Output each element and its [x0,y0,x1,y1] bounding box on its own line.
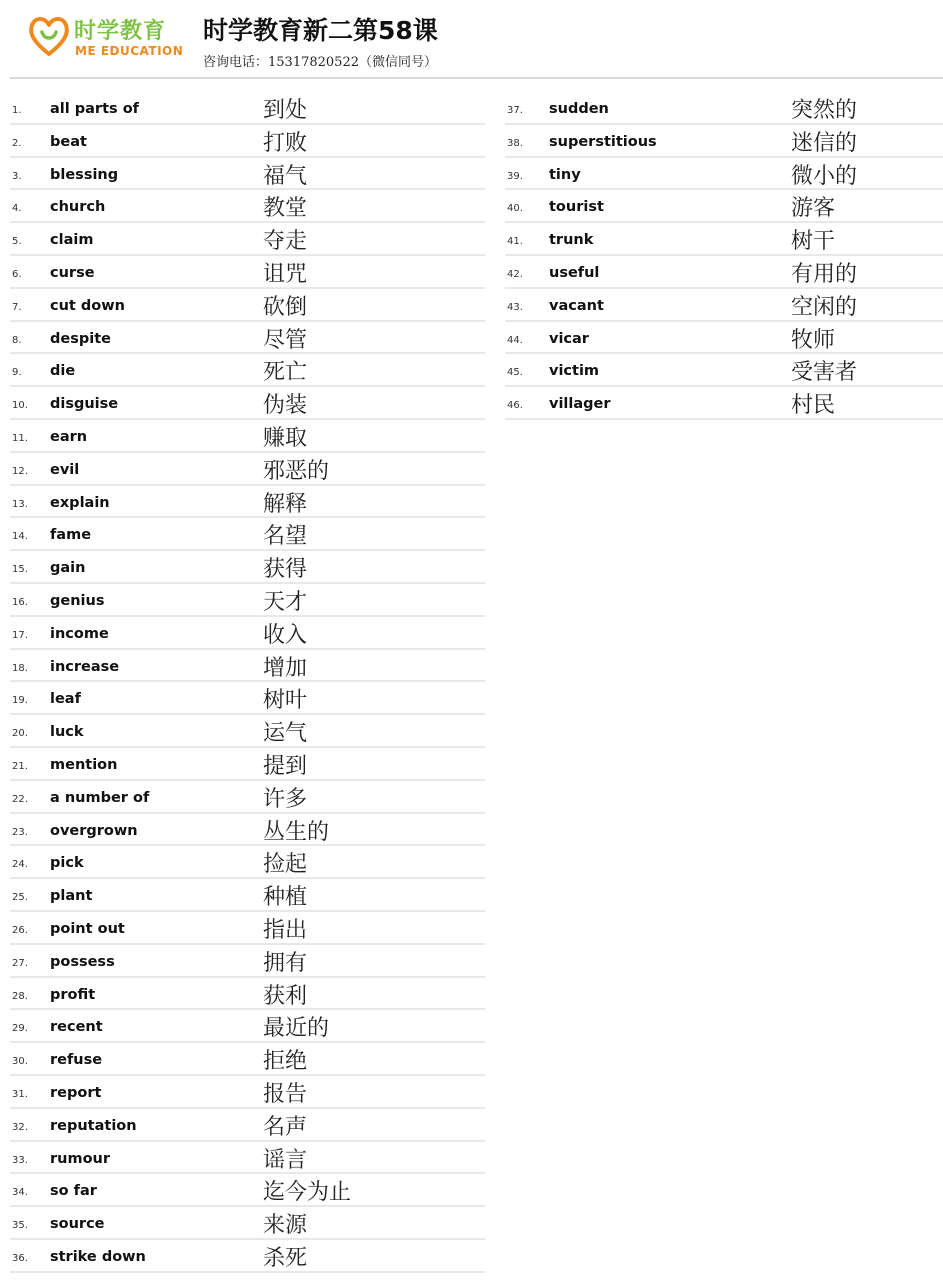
vocab-number: 4. [12,203,22,215]
vocab-number: 44. [507,334,523,346]
vocab-number: 16. [12,596,28,608]
vocab-meaning: 教堂 [263,196,308,222]
vocab-word: evil [50,461,80,478]
vocab-row [10,945,485,978]
vocab-number: 24. [12,859,28,871]
vocab-number: 37. [507,105,523,116]
vocab-number: 38. [507,137,523,149]
vocab-number: 26. [12,924,28,936]
vocab-meaning: 许多 [263,786,308,812]
vocab-number: 21. [12,760,28,772]
vocab-number: 18. [12,662,28,674]
vocab-row [505,289,943,322]
vocab-row [10,846,485,879]
vocab-meaning: 赚取 [263,425,308,451]
vocab-number: 17. [12,629,28,641]
vocab-meaning: 尽管 [263,327,308,353]
vocab-word: beat [50,133,87,150]
vocab-row [505,354,943,387]
vocab-number: 30. [12,1056,28,1068]
vocab-number: 19. [12,695,28,707]
vocab-number: 12. [12,465,28,477]
vocab-meaning: 最近的 [263,1016,330,1042]
vocab-row [10,912,485,945]
vocab-word: a number of [50,789,150,806]
vocab-row [10,715,485,748]
vocab-number: 46. [507,400,523,412]
vocab-row [505,92,943,125]
vocab-row [10,387,485,420]
vocab-row [505,190,943,223]
vocab-number: 22. [12,793,28,805]
vocab-word: gain [50,560,86,577]
vocab-meaning: 迷信的 [791,130,858,156]
vocab-row [505,322,943,355]
vocab-word: rumour [50,1150,111,1167]
vocab-meaning: 指出 [263,917,308,943]
vocab-meaning: 死亡 [263,360,308,386]
vocab-word: so far [50,1183,97,1200]
vocab-row [505,223,943,256]
vocab-number: 9. [12,367,22,379]
vocab-meaning: 邪恶的 [263,458,330,484]
vocab-meaning: 来源 [263,1213,308,1239]
vocab-meaning: 突然的 [791,98,858,123]
vocab-word: reputation [50,1117,137,1134]
vocab-row [10,551,485,584]
header [0,0,943,80]
vocab-row [505,125,943,158]
vocab-row [10,781,485,814]
logo [28,12,184,62]
vocab-word: victim [549,363,600,380]
vocab-word: explain [50,494,110,511]
vocab-meaning: 树叶 [263,688,308,714]
vocab-meaning: 运气 [263,721,308,747]
vocab-word: despite [50,330,111,347]
vocab-number: 14. [12,531,28,543]
vocab-number: 36. [12,1252,28,1264]
vocab-meaning: 树干 [791,229,836,255]
vocab-number: 1. [12,105,22,116]
vocab-meaning: 获得 [263,557,308,583]
vocab-word: report [50,1084,102,1101]
vocab-word: strike down [50,1248,146,1265]
vocab-word: possess [50,953,115,970]
vocab-number: 10. [12,400,28,412]
vocab-row [10,617,485,650]
vocab-meaning: 获利 [263,983,308,1009]
vocab-row [10,1043,485,1076]
vocab-word: genius [50,592,105,609]
vocab-number: 31. [12,1088,28,1100]
vocab-meaning: 拒绝 [263,1049,308,1075]
vocab-word: plant [50,888,93,905]
vocab-meaning: 天才 [263,589,308,615]
vocab-meaning: 伪装 [263,393,308,419]
vocab-meaning: 牧师 [791,327,836,353]
vocab-meaning: 杀死 [263,1245,308,1271]
vocab-row [10,682,485,715]
vocab-number: 43. [507,301,523,313]
vocab-word: increase [50,658,120,675]
vocab-row [10,125,485,158]
vocab-row [10,650,485,683]
vocab-row [10,92,485,125]
vocab-list-right [505,92,943,420]
vocab-meaning: 收入 [263,622,308,648]
vocab-meaning: 砍倒 [263,294,308,320]
header-divider [10,77,943,79]
vocab-word: luck [50,724,84,741]
vocab-meaning: 解释 [263,491,308,517]
vocab-number: 41. [507,236,523,248]
vocab-row [505,256,943,289]
vocab-meaning: 增加 [263,655,308,681]
vocab-meaning: 迄今为止 [263,1180,352,1206]
page-title: 时学教育新二第58课 [203,16,438,45]
vocab-word: church [50,199,106,216]
vocab-meaning: 空闲的 [791,294,858,320]
vocab-word: vacant [549,297,604,314]
vocab-number: 20. [12,728,28,740]
vocab-row [10,1010,485,1043]
vocab-word: die [50,363,76,380]
vocab-word: claim [50,232,94,249]
vocab-meaning: 丛生的 [263,819,330,845]
vocab-word: point out [50,920,125,937]
vocab-word: recent [50,1019,103,1036]
vocab-row [10,879,485,912]
vocab-meaning: 报告 [263,1081,308,1107]
vocab-number: 39. [507,170,523,182]
vocab-word: all parts of [50,101,139,117]
vocab-number: 15. [12,564,28,576]
vocab-word: curse [50,264,95,281]
vocab-word: disguise [50,396,119,413]
vocab-word: pick [50,855,84,872]
vocab-row [10,1207,485,1240]
vocab-meaning: 种植 [263,885,308,911]
vocab-meaning: 谣言 [263,1147,308,1173]
vocab-number: 6. [12,268,22,280]
contact-phone: 咨询电话：15317820522（微信同号） [203,55,437,70]
vocab-row [10,748,485,781]
vocab-row [10,518,485,551]
vocab-number: 45. [507,367,523,379]
vocab-row [10,256,485,289]
vocab-row [10,289,485,322]
vocab-word: trunk [549,232,594,249]
vocab-number: 28. [12,990,28,1002]
vocab-meaning: 受害者 [791,360,858,386]
vocab-meaning: 捡起 [263,852,308,878]
vocab-word: useful [549,264,600,281]
vocab-word: sudden [549,101,609,117]
vocab-word: mention [50,756,118,773]
vocab-row [10,354,485,387]
vocab-word: blessing [50,166,119,183]
vocab-meaning: 有用的 [791,261,858,287]
vocab-number: 8. [12,334,22,346]
vocab-number: 40. [507,203,523,215]
vocab-row [10,420,485,453]
vocab-word: income [50,625,109,642]
vocab-word: villager [549,396,611,413]
vocab-word: refuse [50,1052,103,1069]
vocab-meaning: 夺走 [263,229,308,255]
vocab-meaning: 打败 [263,130,308,156]
vocab-number: 23. [12,826,28,838]
vocab-number: 35. [12,1220,28,1232]
vocab-row [505,158,943,191]
logo-chinese-text: 时学教育 [74,19,167,44]
vocab-number: 32. [12,1121,28,1133]
vocab-meaning: 到处 [263,98,308,123]
vocab-number: 5. [12,236,22,248]
vocab-word: overgrown [50,822,138,839]
vocab-word: vicar [549,330,589,347]
vocab-number: 25. [12,892,28,904]
vocab-list-left [10,92,485,1273]
vocab-word: fame [50,527,92,544]
vocab-number: 7. [12,301,22,313]
vocab-number: 11. [12,432,28,444]
vocab-row [10,978,485,1011]
vocab-meaning: 微小的 [791,163,858,189]
vocab-word: cut down [50,297,125,314]
vocab-row [10,322,485,355]
vocab-row [10,158,485,191]
vocab-row [10,1109,485,1142]
vocab-number: 3. [12,170,22,182]
vocab-meaning: 村民 [791,393,836,419]
vocab-row [10,1076,485,1109]
vocab-row [10,1240,485,1273]
vocab-word: profit [50,986,96,1003]
vocab-meaning: 诅咒 [263,261,308,287]
logo-english-text: ME EDUCATION [75,44,184,58]
vocab-meaning: 游客 [791,196,836,222]
vocab-word: tourist [549,199,604,216]
vocab-number: 42. [507,268,523,280]
vocab-meaning: 提到 [263,753,308,779]
vocab-word: leaf [50,691,81,708]
vocab-row [10,190,485,223]
vocab-meaning: 名声 [263,1114,308,1140]
vocab-word: source [50,1216,105,1233]
vocab-word: earn [50,428,88,445]
vocab-row [10,453,485,486]
vocab-row [505,387,943,420]
vocab-number: 29. [12,1023,28,1035]
vocab-word: tiny [549,166,581,183]
vocab-row [10,584,485,617]
vocab-meaning: 福气 [263,163,308,189]
vocab-number: 13. [12,498,28,510]
vocab-number: 2. [12,137,22,149]
vocab-row [10,1174,485,1207]
vocab-word: superstitious [549,133,657,150]
vocab-number: 34. [12,1187,28,1199]
heart-logo-icon [28,14,70,58]
vocab-number: 27. [12,957,28,969]
vocab-meaning: 拥有 [263,950,308,976]
vocab-number: 33. [12,1154,28,1166]
vocab-row [10,814,485,847]
vocab-row [10,223,485,256]
vocab-meaning: 名望 [263,524,308,550]
vocab-row [10,486,485,519]
vocab-row [10,1142,485,1175]
